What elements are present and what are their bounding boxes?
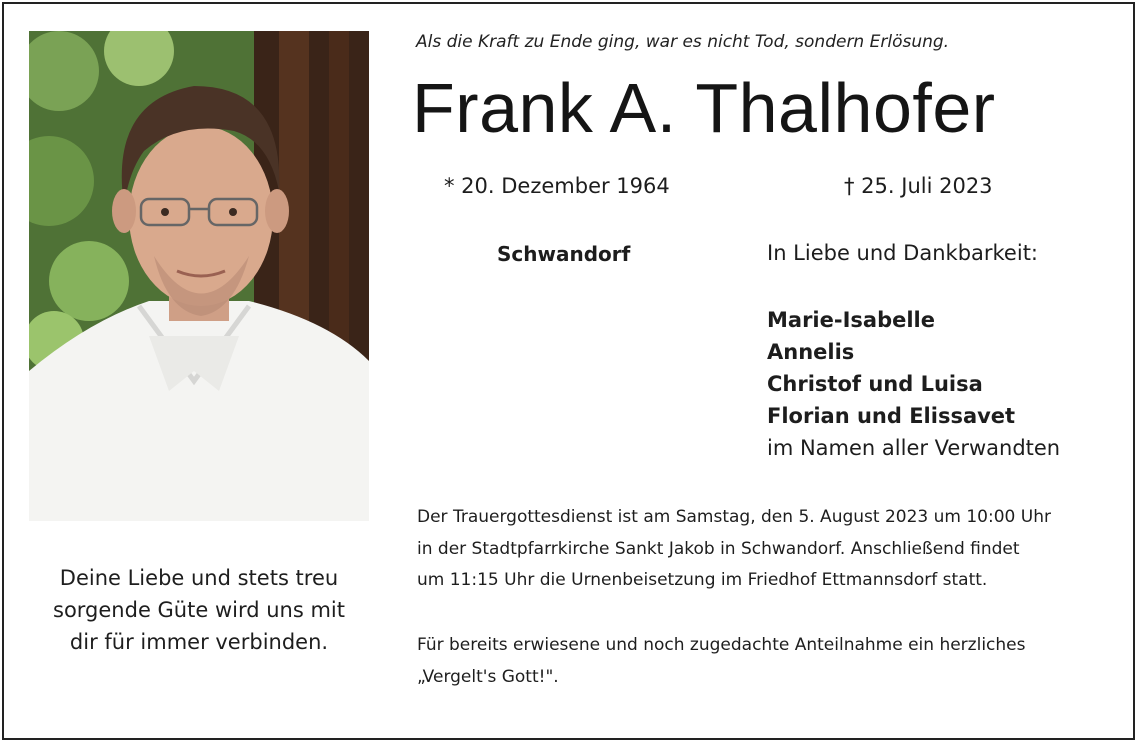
service-line: um 11:15 Uhr die Urnenbeisetzung im Friedhof Ettmannsdorf statt. xyxy=(417,570,988,590)
mourner-name: Florian und Elissavet xyxy=(767,404,1016,428)
mourner-relatives-line: im Namen aller Verwandten xyxy=(767,436,1061,460)
deceased-name: Frank A. Thalhofer xyxy=(412,69,996,147)
portrait-photo xyxy=(29,31,369,521)
portrait-illustration xyxy=(29,31,369,521)
mourner-name: Christof und Luisa xyxy=(767,372,983,396)
closing-line: „Vergelt's Gott!". xyxy=(417,666,559,687)
closing-thanks xyxy=(417,630,1117,693)
service-details xyxy=(417,502,1117,597)
mourners-list xyxy=(767,304,1060,464)
hometown: Schwandorf xyxy=(497,242,631,266)
service-line: in der Stadtpfarrkirche Sankt Jakob in Schwandorf. Anschließend findet xyxy=(417,538,1020,559)
mourner-name: Annelis xyxy=(767,340,855,364)
memorial-quote-line: sorgende Güte wird uns mit xyxy=(53,598,345,622)
death-date: † 25. Juli 2023 xyxy=(844,174,993,198)
birth-date: * 20. Dezember 1964 xyxy=(444,174,670,198)
service-line: Der Trauergottesdienst ist am Samstag, den 5. August 2023 um 10:00 Uhr xyxy=(417,507,1051,527)
dedication-heading: In Liebe und Dankbarkeit: xyxy=(767,241,1039,265)
memorial-quote xyxy=(26,562,372,658)
memorial-quote-line: dir für immer verbinden. xyxy=(69,630,329,654)
memorial-quote-line: Deine Liebe und stets treu xyxy=(59,566,339,590)
motto: Als die Kraft zu Ende ging, war es nicht Tod, sondern Erlösung. xyxy=(416,32,950,52)
mourner-name: Marie-Isabelle xyxy=(767,308,935,332)
closing-line: Für bereits erwiesene und noch zugedachte Anteilnahme ein herzliches xyxy=(417,635,1026,655)
